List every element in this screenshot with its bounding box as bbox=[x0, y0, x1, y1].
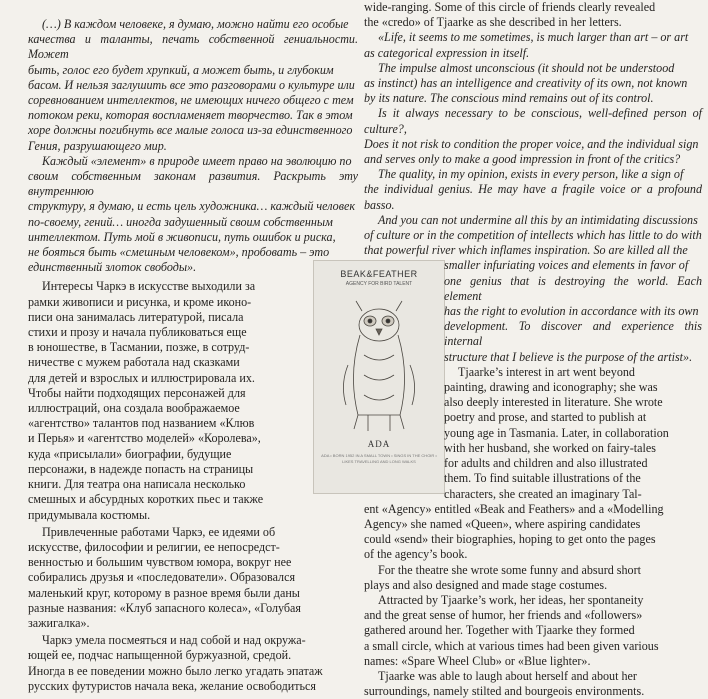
text-line: хоре должны погибнуть все малые голоса из-за единственного bbox=[28, 123, 353, 138]
text-line: Привлеченные работами Чаркэ, ее идеями об bbox=[42, 524, 276, 539]
text-line: Tjaarke’s interest in art went beyond bbox=[458, 364, 635, 379]
paragraph-interests-ru bbox=[28, 279, 304, 522]
text-line: of the agency’s book. bbox=[364, 547, 468, 562]
text-line: the «credo» of Tjaarke as she described in her letters. bbox=[364, 15, 622, 30]
text-line: Is it always necessary to be conscious, well-defined person of culture?, bbox=[364, 106, 702, 136]
text-line: венностью и большим чувством юмора, вокруг нее bbox=[28, 555, 292, 570]
text-line: also deeply interested in literature. She wrote bbox=[444, 395, 663, 410]
text-line: ent «Agency» entitled «Beak and Feathers» and a «Modelling bbox=[364, 501, 664, 516]
right-column bbox=[364, 0, 702, 699]
text-line: книги. Для театра она написала несколько bbox=[28, 477, 246, 492]
text-line: своим собственным законам развития. Раскрыть эту внутреннюю bbox=[28, 169, 358, 199]
text-line: Does it not risk to condition the proper voice, and the individual sign bbox=[364, 136, 699, 151]
text-line: painting, drawing and iconography; she was bbox=[444, 380, 658, 395]
text-line: gathered around her. Together with Tjaarke they formed bbox=[364, 623, 635, 638]
text-line: for adults and children and also illustrated bbox=[444, 456, 648, 471]
text-line: Чаркэ умела посмеяться и над собой и над окружа- bbox=[42, 633, 306, 648]
text-line: единственный злоток свободы». bbox=[28, 260, 197, 275]
left-column bbox=[28, 0, 358, 694]
quote-russian-1 bbox=[28, 17, 358, 154]
text-line: разные названия: «Клуб запасного колеса», «Голубая bbox=[28, 600, 301, 615]
text-line: русских футуристов начала века, желание освободиться bbox=[28, 678, 316, 693]
text-line: соревнованием интеллектов, не имеющих ничего общего с тем bbox=[28, 93, 354, 108]
text-line: one genius that is destroying the world. Each element bbox=[444, 273, 702, 303]
text-line: качества и таланты, печать собственной гениальности. Может bbox=[28, 32, 358, 62]
text-line: of culture or in the competition of intellects which has little to do with bbox=[364, 228, 702, 243]
text-line: surroundings, namely stilted and bourgeois environments. bbox=[364, 684, 645, 699]
text-line: собирались друзья и «последователи». Образовался bbox=[28, 570, 296, 585]
text-line: characters, she created an imaginary Tal- bbox=[444, 486, 642, 501]
text-line: as instinct) has an intelligence and creativity of its own, not known bbox=[364, 76, 688, 91]
text-line: писи она занималась литературой, писала bbox=[28, 309, 244, 324]
quote-russian-2 bbox=[28, 154, 358, 276]
text-line: в юношестве, в Тасмании, позже, в сотруд- bbox=[28, 340, 250, 355]
text-line: development. To discover and experience this internal bbox=[444, 319, 702, 349]
paragraph-interests-en bbox=[364, 365, 702, 563]
text-line: them. To find suitable illustrations of the bbox=[444, 471, 641, 486]
text-line: that powerful river which inflames inspiration. So are killed all the bbox=[364, 243, 688, 258]
text-line: рамки живописи и рисунка, и кроме иконо- bbox=[28, 294, 252, 309]
text-line: быть, голос его будет хрупкий, а может быть, и глубоким bbox=[28, 62, 334, 77]
text-line: куда «присылали» биографии, будущие bbox=[28, 446, 232, 461]
text-line: «Life, it seems to me sometimes, is much larger than art – or art bbox=[378, 30, 689, 45]
text-line: has the right to evolution in accordance with its own bbox=[444, 304, 699, 319]
text-line: The quality, in my opinion, exists in every person, like a sign of bbox=[378, 167, 684, 182]
text-line: poetry and prose, and started to publish at bbox=[444, 410, 647, 425]
text-line: For the theatre she wrote some funny and absurd short bbox=[378, 562, 641, 577]
text-line: could «send» their biographies, hoping to get onto the pages bbox=[364, 532, 656, 547]
text-line: (…) В каждом человеке, я думаю, можно найти его особые bbox=[42, 17, 349, 31]
text-line: ющей ее, подчас напыщенной буржуазной, средой. bbox=[28, 648, 292, 663]
figure-subtitle: AGENCY FOR BIRD TALENT bbox=[345, 281, 413, 287]
text-line: не бояться быть «смешным человеком», пробовать – это bbox=[28, 245, 330, 260]
text-line: structure that I believe is the purpose of the artist». bbox=[444, 349, 693, 364]
text-line: names: «Spare Wheel Club» or «Blue lighter». bbox=[364, 653, 591, 668]
text-line: Гения, разрушающего мир. bbox=[28, 138, 167, 153]
text-line: иллюстраций, она создала воображаемое bbox=[28, 401, 240, 416]
text-line: Каждый «элемент» в природе имеет право на эволюцию по bbox=[42, 153, 352, 168]
paragraph-intro-en bbox=[364, 0, 702, 30]
text-line: The impulse almost unconscious (it should not be understood bbox=[378, 60, 675, 75]
text-line: Чтобы найти подходящих персонажей для bbox=[28, 385, 246, 400]
text-line: the individual genius. He may have a fragile voice or a profound basso. bbox=[364, 182, 702, 212]
text-line: wide-ranging. Some of this circle of friends clearly revealed bbox=[364, 0, 656, 14]
text-line: by its nature. The conscious mind remains out of its control. bbox=[364, 91, 654, 106]
text-line: Tjaarke was able to laugh about herself and about her bbox=[378, 668, 637, 683]
text-line: придумывала костюмы. bbox=[28, 507, 151, 522]
text-line: персонажи, в надежде попасть на страницы bbox=[28, 461, 254, 476]
figure-footnote: ADA • BORN 1952 IN A SMALL TOWN • SINGS IN THE CHOIR • LIKES TRAVELLING AND LONG WALKS bbox=[321, 453, 437, 464]
text-line: зажигалка». bbox=[28, 615, 90, 630]
paragraph-theatre-en bbox=[364, 563, 702, 593]
text-line: ничестве с мужем работала над сказками bbox=[28, 355, 240, 370]
text-line: по-своему, гений… иногда задушенный своим собственным bbox=[28, 214, 333, 229]
text-line: as categorical expression in itself. bbox=[364, 45, 530, 60]
text-line: потоком реки, которая воспламеняет творчество. Так в этом bbox=[28, 108, 353, 123]
text-line: young age in Tasmania. Later, in collaboration bbox=[444, 425, 669, 440]
figure-name: ADA bbox=[367, 439, 391, 449]
text-line: and serves only to make a good impression in front of the critics? bbox=[364, 152, 681, 167]
text-line: Agency» she named «Queen», where aspiring candidates bbox=[364, 516, 641, 531]
text-line: маленький круг, которому в разное время были даны bbox=[28, 585, 300, 600]
text-line: and the great sense of humor, her friends and «followers» bbox=[364, 608, 643, 623]
text-line: a small circle, which at various times had been given various bbox=[364, 638, 659, 653]
text-line: plays and also designed and made stage costumes. bbox=[364, 577, 608, 592]
text-line: And you can not undermine all this by an intimidating discussions bbox=[378, 212, 698, 227]
text-line: Интересы Чаркэ в искусстве выходили за bbox=[42, 279, 256, 294]
paragraph-laugh-en bbox=[364, 669, 702, 699]
text-line: «агентство» талантов под названием «Клюв bbox=[28, 416, 255, 431]
quote-english bbox=[364, 30, 702, 364]
paragraph-circle-en bbox=[364, 593, 702, 669]
text-line: стихи и прозу и начала публиковаться еще bbox=[28, 325, 247, 340]
figure-title: BEAK&FEATHER bbox=[340, 269, 418, 279]
text-line: with her husband, she worked on fairy-tales bbox=[444, 440, 656, 455]
text-line: Attracted by Tjaarke’s work, her ideas, her spontaneity bbox=[378, 592, 644, 607]
text-line: smaller infuriating voices and elements in favor of bbox=[444, 258, 689, 273]
text-line: Иногда в ее поведении можно было легко угадать эпатаж bbox=[28, 663, 323, 678]
text-line: для детей и взрослых и иллюстрировала их. bbox=[28, 370, 255, 385]
text-line: смешных и абсурдных коротких пьес и также bbox=[28, 492, 264, 507]
text-line: и Перья» и «агентство моделей» «Королева», bbox=[28, 431, 261, 446]
text-line: структуру, я думаю, и есть цель художника… каждый человек bbox=[28, 199, 355, 214]
text-line: интеллектом. Путь мой в живописи, путь ошибок и риска, bbox=[28, 229, 336, 244]
text-line: басом. И нельзя заглушить все это разговорами о культуре или bbox=[28, 77, 355, 92]
paragraph-friends-ru bbox=[28, 525, 358, 631]
text-line: искусстве, философии и религии, ее непосредст- bbox=[28, 539, 280, 554]
